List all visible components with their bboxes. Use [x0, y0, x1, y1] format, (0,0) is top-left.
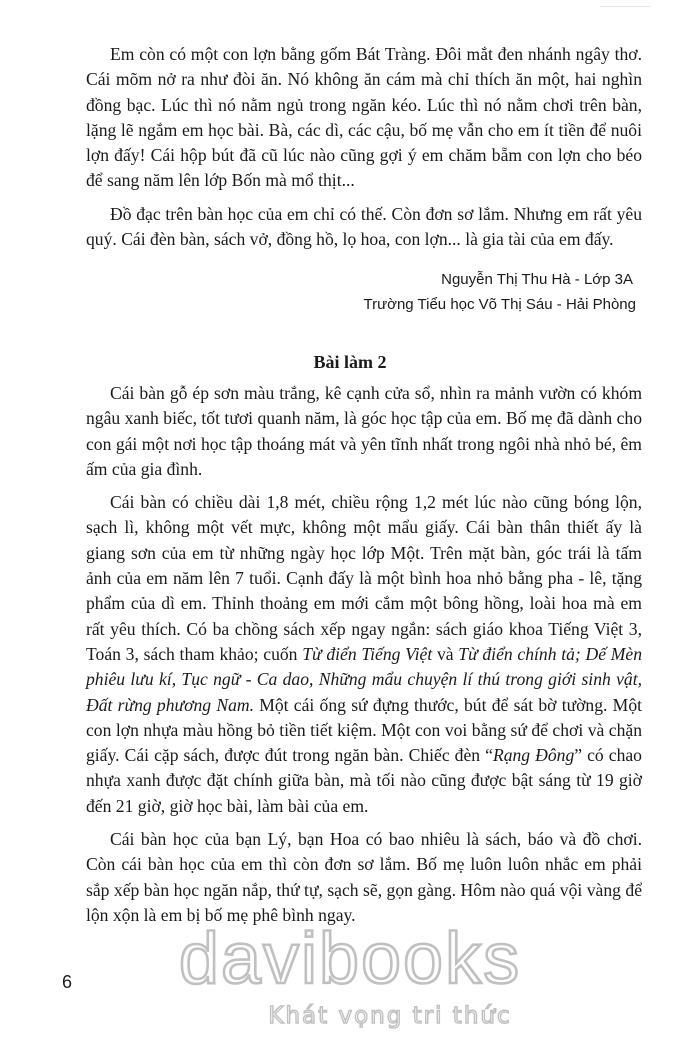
text-block-continuation — [86, 42, 642, 252]
paragraph-text: và — [432, 643, 459, 664]
paragraph-desk-description — [86, 490, 642, 819]
italic-title: Từ điển Tiếng Việt — [302, 643, 433, 664]
watermark-logo: davibooks — [178, 919, 522, 999]
watermark-tagline: Khát vọng tri thức — [268, 1003, 512, 1029]
signature-author: Nguyễn Thị Thu Hà - Lớp 3A — [441, 271, 633, 288]
top-edge-mark — [600, 6, 650, 7]
paragraph-desk-location: Cái bàn gỗ ép sơn màu trắng, kê cạnh cửa sổ, nhìn ra mảnh vườn có khóm ngâu xanh biếc, tốt tươi quanh năm, là góc học tập của em. Bố mẹ đã dành cho con gái một nơi học tập thoáng mát và yên tĩnh nhất trong ngôi nhà nhỏ bé, êm ấm của gia đình. — [86, 383, 642, 479]
paragraph-desk-items-summary: Đồ đạc trên bàn học của em chỉ có thế. Còn đơn sơ lắm. Nhưng em rất yêu quý. Cái đèn bàn, sách vở, đồng hồ, lọ hoa, con lợn... là gia tài của em đấy. — [86, 203, 642, 250]
paragraph-text: ” có chao nhựa xanh được đặt chính giữa bàn, mà tối nào cũng được bật sáng từ 19 giờ đến 21 giờ, giờ học bài, làm bài của em. — [86, 745, 642, 816]
essay-signature — [363, 267, 636, 317]
signature-school: Trường Tiểu học Võ Thị Sáu - Hải Phòng — [363, 296, 636, 313]
section-title: Bài làm 2 — [313, 352, 387, 372]
paragraph-friends-desks: Cái bàn học của bạn Lý, bạn Hoa có bao nhiêu là sách, báo và đồ chơi. Còn cái bàn học của em thì còn đơn sơ lắm. Bố mẹ luôn luôn nhắc em phải sắp xếp bàn học ngăn nắp, thứ tự, sạch sẽ, gọn gàng. Hôm nào quá vội vàng để lộn xộn là em bị bố mẹ phê bình ngay. — [86, 829, 642, 925]
paragraph-text: Một cái ống sứ đựng thước, bút để sát bờ tường. Một con lợn nhựa màu hồng bỏ tiền tiết kiệm. Một con voi bằng sứ để chơi và chặn giấy. Cái cặp sách, được đút trong ngăn bàn. Chiếc đèn “ — [86, 694, 642, 766]
text-block-essay-2 — [86, 381, 642, 928]
paragraph-piggy-bank: Em còn có một con lợn bằng gốm Bát Tràng. Đôi mắt đen nhánh ngây thơ. Cái mõm nở ra như đòi ăn. Nó không ăn cám mà chỉ thích ăn một, hai nghìn đồng bạc. Lúc thì nó nằm ngủ trong ngăn kéo. Lúc thì nó nằm chơi trên bàn, lặng lẽ ngắm em học bài. Bà, các dì, các cậu, bố mẹ vẫn cho em ít tiền để nuôi lợn đấy! Cái hộp bút đã cũ lúc nào cũng gợi ý em chăm bẵm con lợn cho béo để sang năm lên lớp Bốn mà mổ thịt... — [86, 44, 642, 191]
italic-title: Rạng Đông — [492, 745, 575, 766]
italic-title: Từ điển chính tả; Dế Mèn phiêu lưu kí, Tục ngữ - Ca dao, Những mẩu chuyện lí thú trong giới sinh vật, Đất rừng phương Nam. — [86, 643, 642, 715]
paragraph-text: Cái bàn có chiều dài 1,8 mét, chiều rộng 1,2 mét lúc nào cũng bóng lộn, sạch lì, không một vết mực, không một mẩu giấy. Cái bàn thân thiết ấy là giang sơn của em từ những ngày học lớp Một. Trên mặt bàn, góc trái là tấm ảnh của em năm lên 7 tuổi. Cạnh đấy là một bình hoa nhỏ bằng pha - lê, tặng phẩm của dì em. Thỉnh thoảng em mới cắm một bông hồng, loài hoa mà em rất yêu thích. Có ba chồng sách xếp ngay ngắn: sách giáo khoa Tiếng Việt 3, Toán 3, sách tham khảo; cuốn — [86, 492, 642, 664]
page-number: 6 — [62, 972, 73, 992]
